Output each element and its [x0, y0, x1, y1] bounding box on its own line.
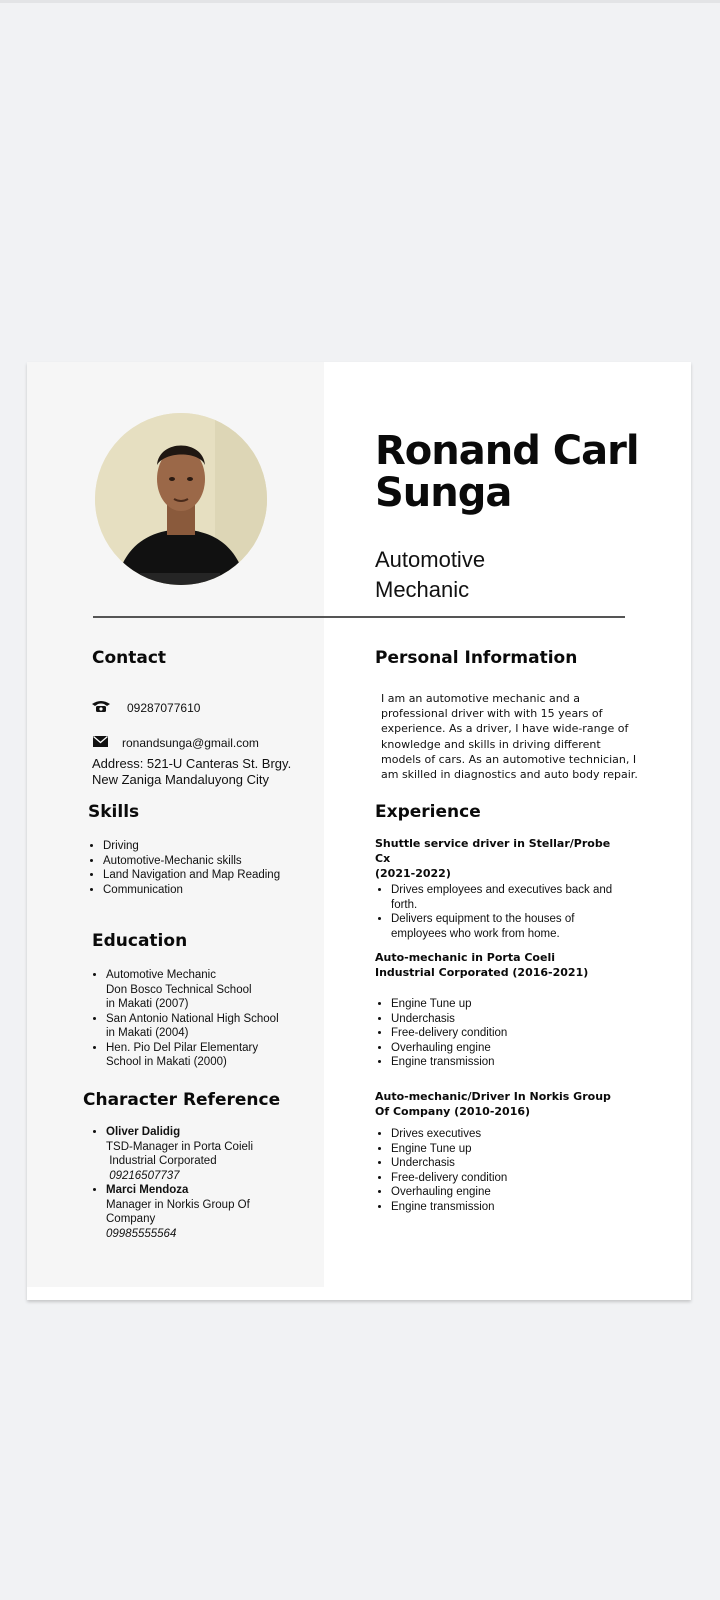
reference-company: Industrial Corporated	[106, 1155, 217, 1167]
education-item: • San Antonio National High School in Makati (2004)	[106, 1012, 336, 1041]
personal-info-heading: Personal Information	[375, 648, 578, 668]
reference-item	[106, 1125, 336, 1183]
duty-item: • Underchasis	[391, 1012, 621, 1027]
job-duties-2	[375, 997, 621, 1070]
email-address: ronandsunga@gmail.com	[122, 736, 259, 750]
phone-number: 09287077610	[127, 701, 201, 715]
job-title: Automotive Mechanic	[375, 547, 486, 602]
references-heading: Character Reference	[83, 1090, 281, 1110]
duty-item: • Delivers equipment to the houses of employees who work from home.	[391, 912, 616, 941]
reference-name: • Oliver Dalidig	[106, 1126, 181, 1138]
job-title-2: Auto-mechanic in Porta Coeli Industrial Corporated (2016-2021)	[375, 951, 589, 979]
education-item: • Automotive Mechanic Don Bosco Technical School in Makati (2007)	[106, 968, 336, 1012]
education-list	[90, 968, 336, 1070]
references-list	[90, 1125, 336, 1241]
contact-email	[93, 735, 259, 751]
duty-item: • Free-delivery condition	[391, 1171, 621, 1186]
contact-heading: Contact	[92, 648, 167, 668]
job-duties-1	[375, 883, 616, 941]
skill-item: • Driving	[103, 839, 333, 854]
telephone-icon	[91, 699, 111, 717]
duty-item: • Drives executives	[391, 1127, 621, 1142]
duty-item: • Engine transmission	[391, 1200, 621, 1215]
reference-item	[106, 1183, 336, 1241]
job-title-3: Auto-mechanic/Driver In Norkis Group Of Company (2010-2016)	[375, 1090, 611, 1118]
reference-role: Manager in Norkis Group Of	[106, 1198, 250, 1211]
reference-name: • Marci Mendoza	[106, 1184, 189, 1196]
duty-item: • Engine Tune up	[391, 1142, 621, 1157]
job-title-1: Shuttle service driver in Stellar/Probe Cx (2021-2022)	[375, 837, 611, 880]
duty-item: • Engine transmission	[391, 1055, 621, 1070]
envelope-icon	[93, 735, 108, 751]
duty-item: • Drives employees and executives back and forth.	[391, 883, 616, 912]
skills-list	[87, 839, 333, 897]
address: Address: 521-U Canteras St. Brgy. New Zaniga Mandaluyong City	[92, 756, 292, 787]
duty-item: • Underchasis	[391, 1156, 621, 1171]
reference-phone: 09216507737	[106, 1169, 180, 1182]
duty-item: • Engine Tune up	[391, 997, 621, 1012]
duty-item: • Overhauling engine	[391, 1041, 621, 1056]
job-duties-3	[375, 1127, 621, 1214]
profile-photo	[95, 413, 267, 585]
education-heading: Education	[92, 931, 188, 951]
reference-company: Company	[106, 1213, 156, 1225]
reference-role: TSD-Manager in Porta Coieli	[106, 1140, 254, 1153]
skills-heading: Skills	[88, 802, 140, 822]
education-item: • Hen. Pio Del Pilar Elementary School in Makati (2000)	[106, 1041, 336, 1070]
duty-item: • Free-delivery condition	[391, 1026, 621, 1041]
top-edge	[0, 0, 720, 3]
skill-item: • Automotive-Mechanic skills	[103, 854, 333, 869]
experience-heading: Experience	[375, 802, 481, 822]
skill-item: • Communication	[103, 883, 333, 898]
skill-item: • Land Navigation and Map Reading	[103, 868, 333, 883]
resume-page	[27, 362, 691, 1300]
reference-phone: 09985555564	[106, 1227, 177, 1240]
personal-info-text: I am an automotive mechanic and a professional driver with with 15 years of experience. As a driver, I have wide-range of knowledge and skills in driving different models of cars. As an automotive technician, I am skilled in diagnostics and auto body repair.	[381, 692, 638, 782]
candidate-name: Ronand Carl Sunga	[375, 428, 639, 516]
header-divider	[93, 616, 625, 618]
duty-item: • Overhauling engine	[391, 1185, 621, 1200]
contact-phone	[91, 699, 200, 717]
